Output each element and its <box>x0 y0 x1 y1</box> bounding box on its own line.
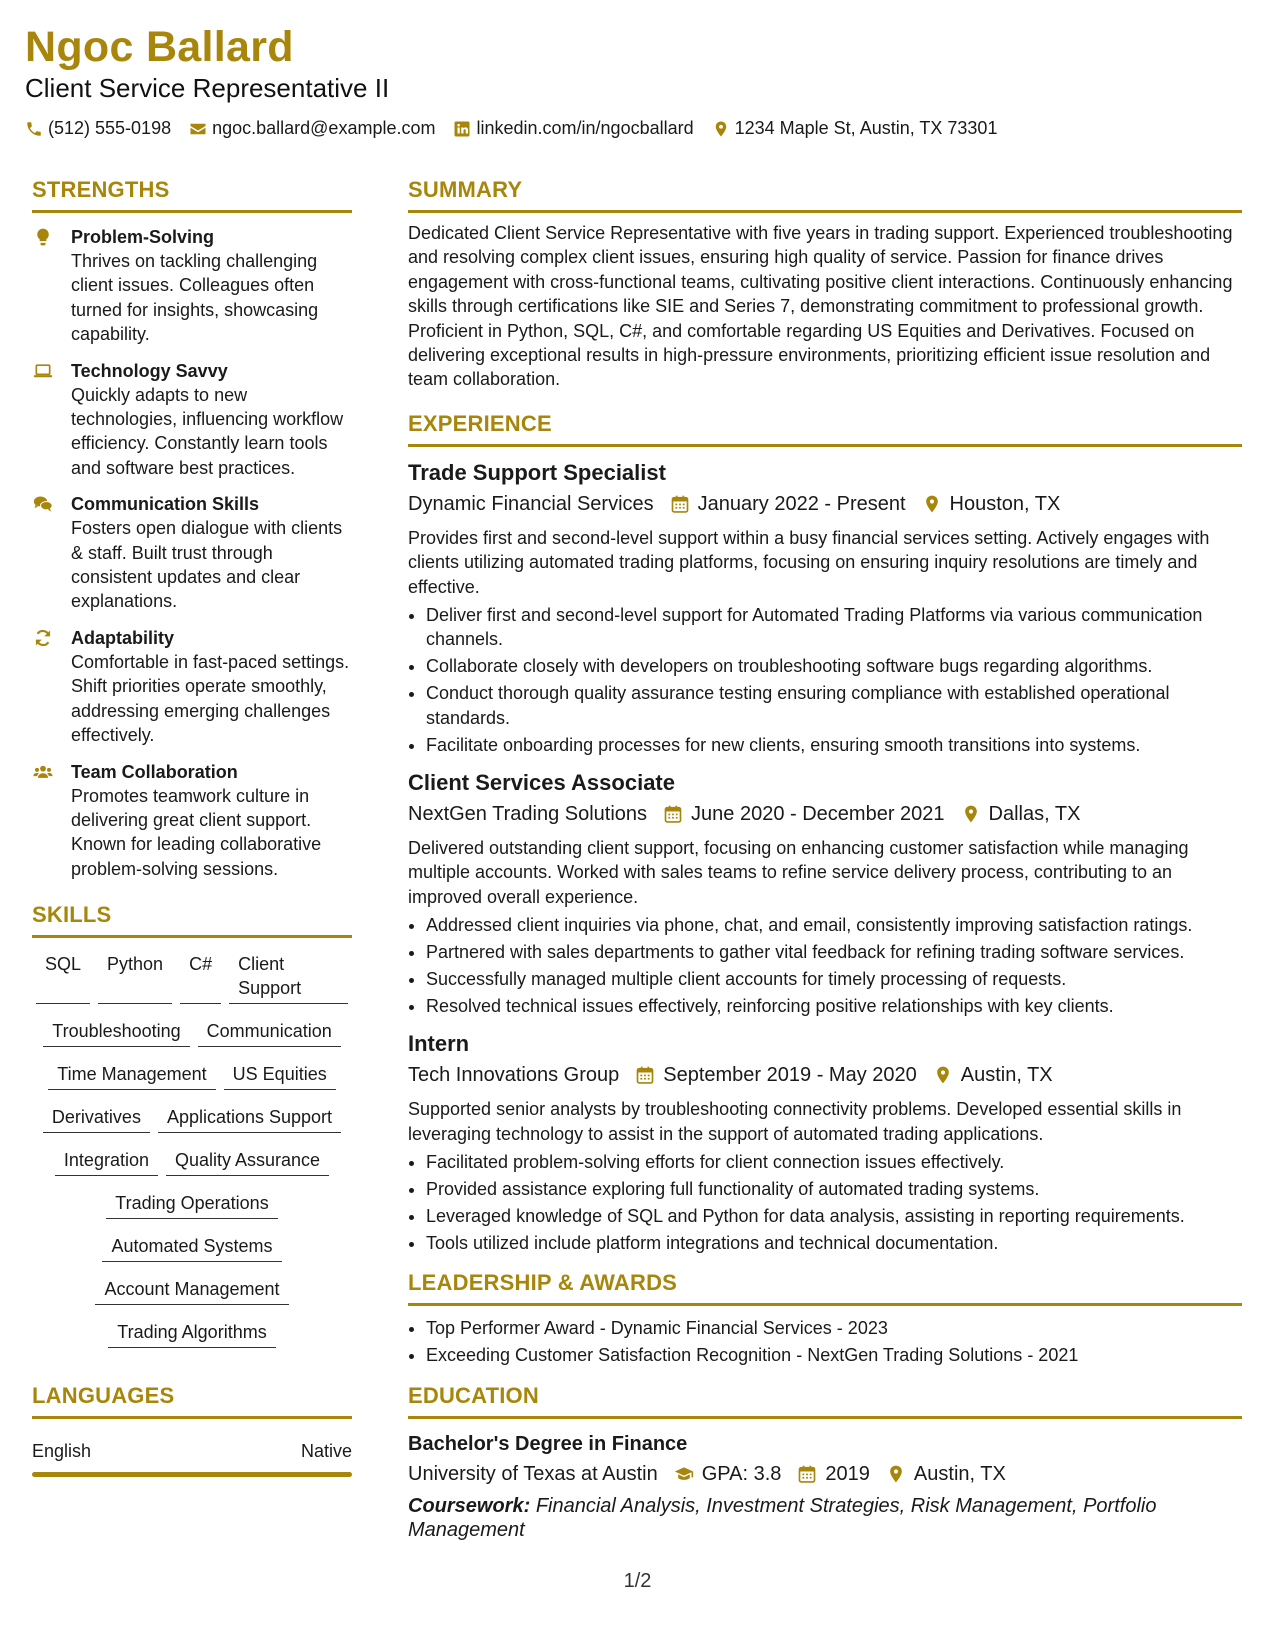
strength-name: Problem-Solving <box>71 227 215 247</box>
job-meta <box>408 1061 1242 1089</box>
skill-tag: C# <box>180 952 221 1004</box>
skill-row <box>32 1191 352 1219</box>
job-entry <box>408 459 1242 757</box>
map-marker-icon <box>961 804 981 824</box>
map-marker-icon <box>712 120 730 138</box>
job-location: Dallas, TX <box>988 803 1081 825</box>
calendar-icon <box>663 804 683 824</box>
job-meta <box>408 490 1242 518</box>
skill-tag: Trading Operations <box>106 1191 277 1219</box>
strengths-section <box>32 176 352 881</box>
phone-icon <box>25 120 43 138</box>
language-proficiency-bar <box>32 1472 352 1477</box>
skill-tag: Communication <box>198 1019 341 1047</box>
company-name: NextGen Trading Solutions <box>408 803 648 825</box>
strength-desc: Promotes teamwork culture in delivering great client support. Known for leading collaborative problem-solving sessions. <box>71 785 322 879</box>
summary-section <box>408 176 1242 392</box>
section-title-skills: SKILLS <box>32 902 112 928</box>
skill-tag: Client Support <box>229 952 348 1004</box>
skill-tag: SQL <box>36 952 90 1004</box>
education-location: Austin, TX <box>913 1462 1006 1485</box>
language-level: Native <box>300 1441 352 1462</box>
award-item: • Exceeding Customer Satisfaction Recognition - NextGen Trading Solutions - 2021 <box>426 1343 1242 1367</box>
section-title-awards: LEADERSHIP & AWARDS <box>408 1270 678 1296</box>
comments-icon <box>32 494 54 514</box>
sync-icon <box>32 628 54 648</box>
section-divider <box>408 444 1242 447</box>
job-title: Client Services Associate <box>408 770 675 795</box>
awards-list <box>408 1316 1242 1367</box>
contact-phone[interactable] <box>25 118 171 139</box>
bullet-item: • Successfully managed multiple client accounts for timely processing of requests. <box>426 967 1242 991</box>
strength-desc: Comfortable in fast-paced settings. Shift priorities operate smoothly, addressing emerging challenges effectively. <box>71 651 350 746</box>
graduation-year: 2019 <box>825 1462 870 1485</box>
section-title-education: EDUCATION <box>408 1382 539 1408</box>
phone-text: (512) 555-0198 <box>48 118 172 138</box>
bullet-item: • Deliver first and second-level support for Automated Trading Platforms via various communication channels. <box>426 603 1242 652</box>
bullet-item: • Collaborate closely with developers on troubleshooting software bugs regarding algorithms. <box>426 654 1242 678</box>
users-icon <box>32 762 54 782</box>
job-dates: June 2020 - December 2021 <box>691 803 945 825</box>
section-divider <box>32 935 352 938</box>
strength-name: Communication Skills <box>71 494 260 515</box>
job-meta <box>408 800 1242 828</box>
bullet-item: • Conduct thorough quality assurance testing ensuring compliance with established operational standards. <box>426 681 1242 730</box>
candidate-name: Ngoc Ballard <box>25 23 294 71</box>
skill-tag: Applications Support <box>158 1105 341 1133</box>
languages-section <box>32 1382 352 1477</box>
summary-text: Dedicated Client Service Representative with five years in trading support. Experienced troubleshooting and resolving complex client issues, ensuring high quality of service. Passion for finance drives engagement with cross-functional teams, cultivating positive client interactions. Continuously enhancing skills through certifications like SIE and Series 7, demonstrating commitment to professional growth. Proficient in Python, SQL, C#, and comfortable regarding US Equities and Derivatives. Focused on delivering exceptional results in high-pressure environments, prioritizing efficient issue resolution and team collaboration. <box>408 223 1233 390</box>
skill-tag: Trading Algorithms <box>108 1320 275 1348</box>
job-dates: January 2022 - Present <box>697 492 906 515</box>
job-entry <box>408 769 1242 1018</box>
school-name: University of Texas at Austin <box>408 1462 658 1485</box>
section-divider <box>32 210 352 213</box>
skill-tag: Automated Systems <box>102 1234 281 1262</box>
job-entry <box>408 1030 1242 1255</box>
bullet-item: • Facilitated problem-solving efforts for client connection issues effectively. <box>426 1150 1242 1174</box>
job-description: Supported senior analysts by troubleshooting connectivity problems. Developed essential skills in leveraging technology to assist in the support of automated trading applications. <box>408 1099 1182 1144</box>
skill-row <box>32 1277 352 1305</box>
map-marker-icon <box>886 1464 906 1484</box>
left-column <box>32 176 352 1477</box>
contact-linkedin[interactable] <box>453 118 693 139</box>
strength-item <box>32 225 352 347</box>
job-description: Provides first and second-level support within a busy financial services setting. Actively engages with clients utilizing automated trading platforms, focusing on ensuring inquiry resolutions are timely and effective. <box>408 527 1210 597</box>
map-marker-icon <box>922 494 942 514</box>
section-divider <box>408 1416 1242 1419</box>
bullet-item: • Resolved technical issues effectively, reinforcing positive relationships with key clients. <box>426 994 1242 1018</box>
skill-tag: Python <box>98 952 172 1004</box>
experience-section <box>408 410 1242 1255</box>
skill-tag: US Equities <box>224 1062 336 1090</box>
education-meta <box>408 1460 1242 1488</box>
candidate-role: Client Service Representative II <box>25 73 390 103</box>
skill-row <box>32 952 352 1004</box>
contact-email[interactable] <box>189 118 435 139</box>
calendar-icon <box>670 494 690 514</box>
job-location: Austin, TX <box>960 1064 1053 1087</box>
section-divider <box>408 1303 1242 1306</box>
strength-name: Technology Savvy <box>71 360 228 381</box>
strength-item <box>32 626 352 748</box>
bullet-item: • Provided assistance exploring full functionality of automated trading systems. <box>426 1177 1242 1201</box>
award-item: • Top Performer Award - Dynamic Financial Services - 2023 <box>426 1316 1242 1340</box>
coursework-label: Coursework: <box>408 1494 531 1517</box>
map-marker-icon <box>933 1065 953 1085</box>
skill-tag: Time Management <box>48 1062 215 1090</box>
strength-desc: Quickly adapts to new technologies, influencing workflow efficiency. Constantly learn tools and software best practices. <box>71 384 344 478</box>
strength-name: Adaptability <box>71 627 175 648</box>
skill-row <box>32 1062 352 1090</box>
job-dates: September 2019 - May 2020 <box>663 1064 917 1087</box>
resume-header <box>25 22 1245 139</box>
section-title-experience: EXPERIENCE <box>408 410 552 436</box>
gpa-text: GPA: 3.8 <box>701 1462 782 1485</box>
bullet-item: • Addressed client inquiries via phone, chat, and email, consistently improving satisfaction ratings. <box>426 913 1242 937</box>
skills-section <box>32 901 352 1348</box>
contact-bar <box>25 118 1245 139</box>
skill-row <box>32 1320 352 1348</box>
strength-name: Team Collaboration <box>71 761 238 782</box>
education-section <box>408 1382 1242 1542</box>
skills-list <box>32 952 352 1348</box>
skill-tag: Integration <box>55 1148 158 1176</box>
skill-row <box>32 1019 352 1047</box>
linkedin-text: linkedin.com/in/ngocballard <box>476 118 694 138</box>
job-title: Intern <box>408 1031 470 1057</box>
section-divider <box>408 210 1242 213</box>
skill-row <box>32 1105 352 1133</box>
bullet-item: • Leveraged knowledge of SQL and Python for data analysis, assisting in reporting requirements. <box>426 1204 1242 1228</box>
company-name: Tech Innovations Group <box>408 1064 620 1087</box>
coursework-list: Financial Analysis, Investment Strategies, Risk Management, Portfolio Management <box>408 1494 1157 1541</box>
section-title-summary: SUMMARY <box>408 177 523 202</box>
strength-desc: Fosters open dialogue with clients & staff. Built trust through consistent updates and clear explanations. <box>71 518 343 612</box>
email-text: ngoc.ballard@example.com <box>212 118 436 138</box>
bullet-item: • Facilitate onboarding processes for new clients, ensuring smooth transitions into systems. <box>426 733 1242 757</box>
section-divider <box>32 1416 352 1419</box>
section-title-languages: LANGUAGES <box>32 1383 175 1409</box>
right-column <box>408 176 1242 1542</box>
page-number: 1/2 <box>623 1570 652 1592</box>
skill-row <box>32 1234 352 1262</box>
envelope-icon <box>189 120 207 138</box>
address-text: 1234 Maple St, Austin, TX 73301 <box>734 118 998 138</box>
language-name: English <box>32 1441 92 1462</box>
bullet-item: • Partnered with sales departments to gather vital feedback for refining trading software services. <box>426 940 1242 964</box>
contact-address <box>712 118 998 139</box>
job-location: Houston, TX <box>949 492 1061 515</box>
bullet-item: • Tools utilized include platform integrations and technical documentation. <box>426 1231 1242 1255</box>
calendar-icon <box>635 1065 655 1085</box>
job-bullets <box>408 1150 1242 1255</box>
laptop-icon <box>32 361 54 381</box>
job-bullets <box>408 603 1242 757</box>
skill-row <box>32 1148 352 1176</box>
skill-tag: Quality Assurance <box>166 1148 329 1176</box>
strength-item <box>32 760 352 882</box>
strength-item <box>32 492 352 614</box>
skill-tag: Derivatives <box>43 1105 150 1133</box>
strength-desc: Thrives on tackling challenging client issues. Colleagues often turned for insights, showcasing capability. <box>71 251 319 345</box>
coursework <box>408 1494 1242 1542</box>
awards-section <box>408 1269 1242 1367</box>
lightbulb-icon <box>32 227 54 247</box>
linkedin-icon <box>453 120 471 138</box>
job-title: Trade Support Specialist <box>408 459 666 485</box>
calendar-icon <box>797 1464 817 1484</box>
company-name: Dynamic Financial Services <box>408 492 654 515</box>
job-bullets <box>408 913 1242 1018</box>
skill-tag: Troubleshooting <box>43 1019 189 1047</box>
language-item <box>32 1439 352 1463</box>
section-title-strengths: STRENGTHS <box>32 177 170 202</box>
job-description: Delivered outstanding client support, focusing on enhancing customer satisfaction while managing multiple accounts. Worked with sales teams to refine service delivery process, contributing to an improved overall experience. <box>408 838 1189 907</box>
graduation-cap-icon <box>674 1464 694 1484</box>
strength-item <box>32 359 352 481</box>
skill-tag: Account Management <box>95 1277 288 1305</box>
degree-name: Bachelor's Degree in Finance <box>408 1432 688 1455</box>
